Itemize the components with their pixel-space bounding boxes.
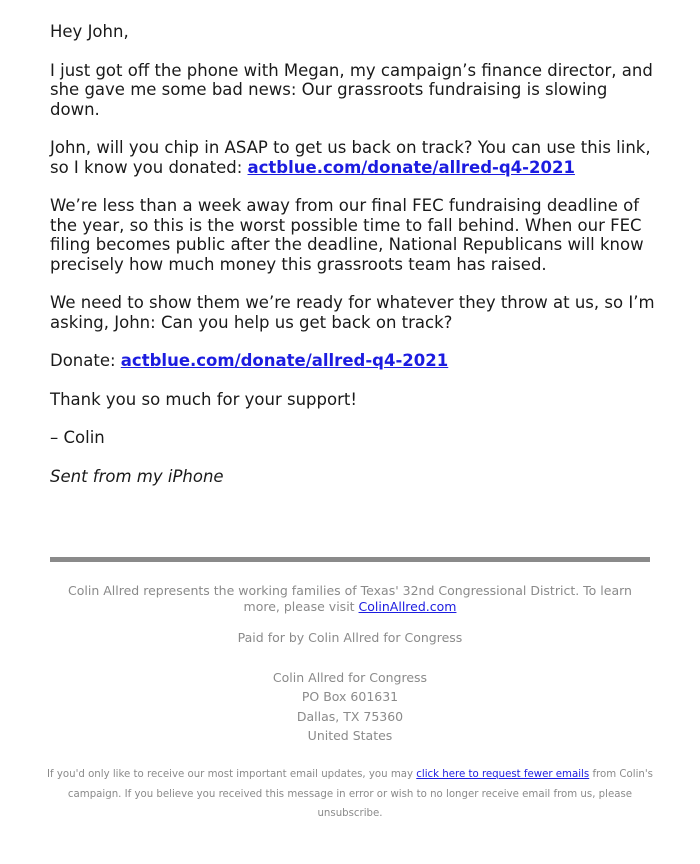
fewer-emails-link[interactable]: click here to request fewer emails bbox=[416, 769, 590, 780]
greeting: Hey John, bbox=[50, 22, 129, 41]
chip-in-text: John, will you chip in ASAP to get us back on track? You can use this link, so I know you donated: bbox=[50, 138, 651, 177]
donate-link-2[interactable]: actblue.com/donate/allred-q4-2021 bbox=[120, 351, 449, 370]
paragraph-thanks: Thank you so much for your support! bbox=[50, 389, 357, 409]
colinallred-link[interactable]: ColinAllred.com bbox=[358, 598, 457, 614]
paragraph-deadline: We’re less than a week away from our final FEC fundraising deadline of the year, so this is the worst possible time to fall behind. When our FEC filing becomes public after the deadline, National Republicans will know precisely how much money this grassroots team has raised. bbox=[50, 196, 644, 274]
email-body bbox=[50, 22, 660, 505]
address-line: United States bbox=[307, 728, 393, 743]
address-line: Dallas, TX 75360 bbox=[296, 708, 404, 724]
footer bbox=[50, 583, 650, 746]
footer-divider bbox=[50, 557, 650, 562]
fine-print bbox=[40, 765, 660, 824]
paragraph-donate bbox=[50, 351, 660, 371]
paid-for-by: Paid for by Colin Allred for Congress bbox=[237, 630, 463, 645]
paragraph-bad-news: I just got off the phone with Megan, my campaign’s finance director, and she gave me some bad news: Our grassroots fundraising is slowing down. bbox=[50, 60, 653, 119]
fine-prefix: If you'd only like to receive our most important email updates, you may bbox=[47, 769, 417, 780]
footer-represents bbox=[50, 583, 650, 614]
represents-text: Colin Allred represents the working families of Texas' 32nd Congressional District. To learn more, please visit bbox=[68, 583, 632, 614]
fine-suffix: from Colin's campaign. If you believe you received this message in error or wish to no longer receive email from us, please unsubscribe. bbox=[67, 769, 653, 819]
paragraph-ask: We need to show them we’re ready for whatever they throw at us, so I’m asking, John: Can you help us get back on track? bbox=[50, 293, 655, 332]
address-line: Colin Allred for Congress bbox=[272, 669, 428, 685]
sent-from-iphone: Sent from my iPhone bbox=[50, 466, 224, 486]
paragraph-chip-in bbox=[50, 138, 660, 177]
donate-link-1[interactable]: actblue.com/donate/allred-q4-2021 bbox=[247, 157, 575, 177]
mailing-address bbox=[50, 668, 650, 746]
donate-prefix: Donate: bbox=[50, 351, 121, 370]
signoff: – Colin bbox=[50, 428, 105, 447]
address-line: PO Box 601631 bbox=[301, 689, 399, 704]
